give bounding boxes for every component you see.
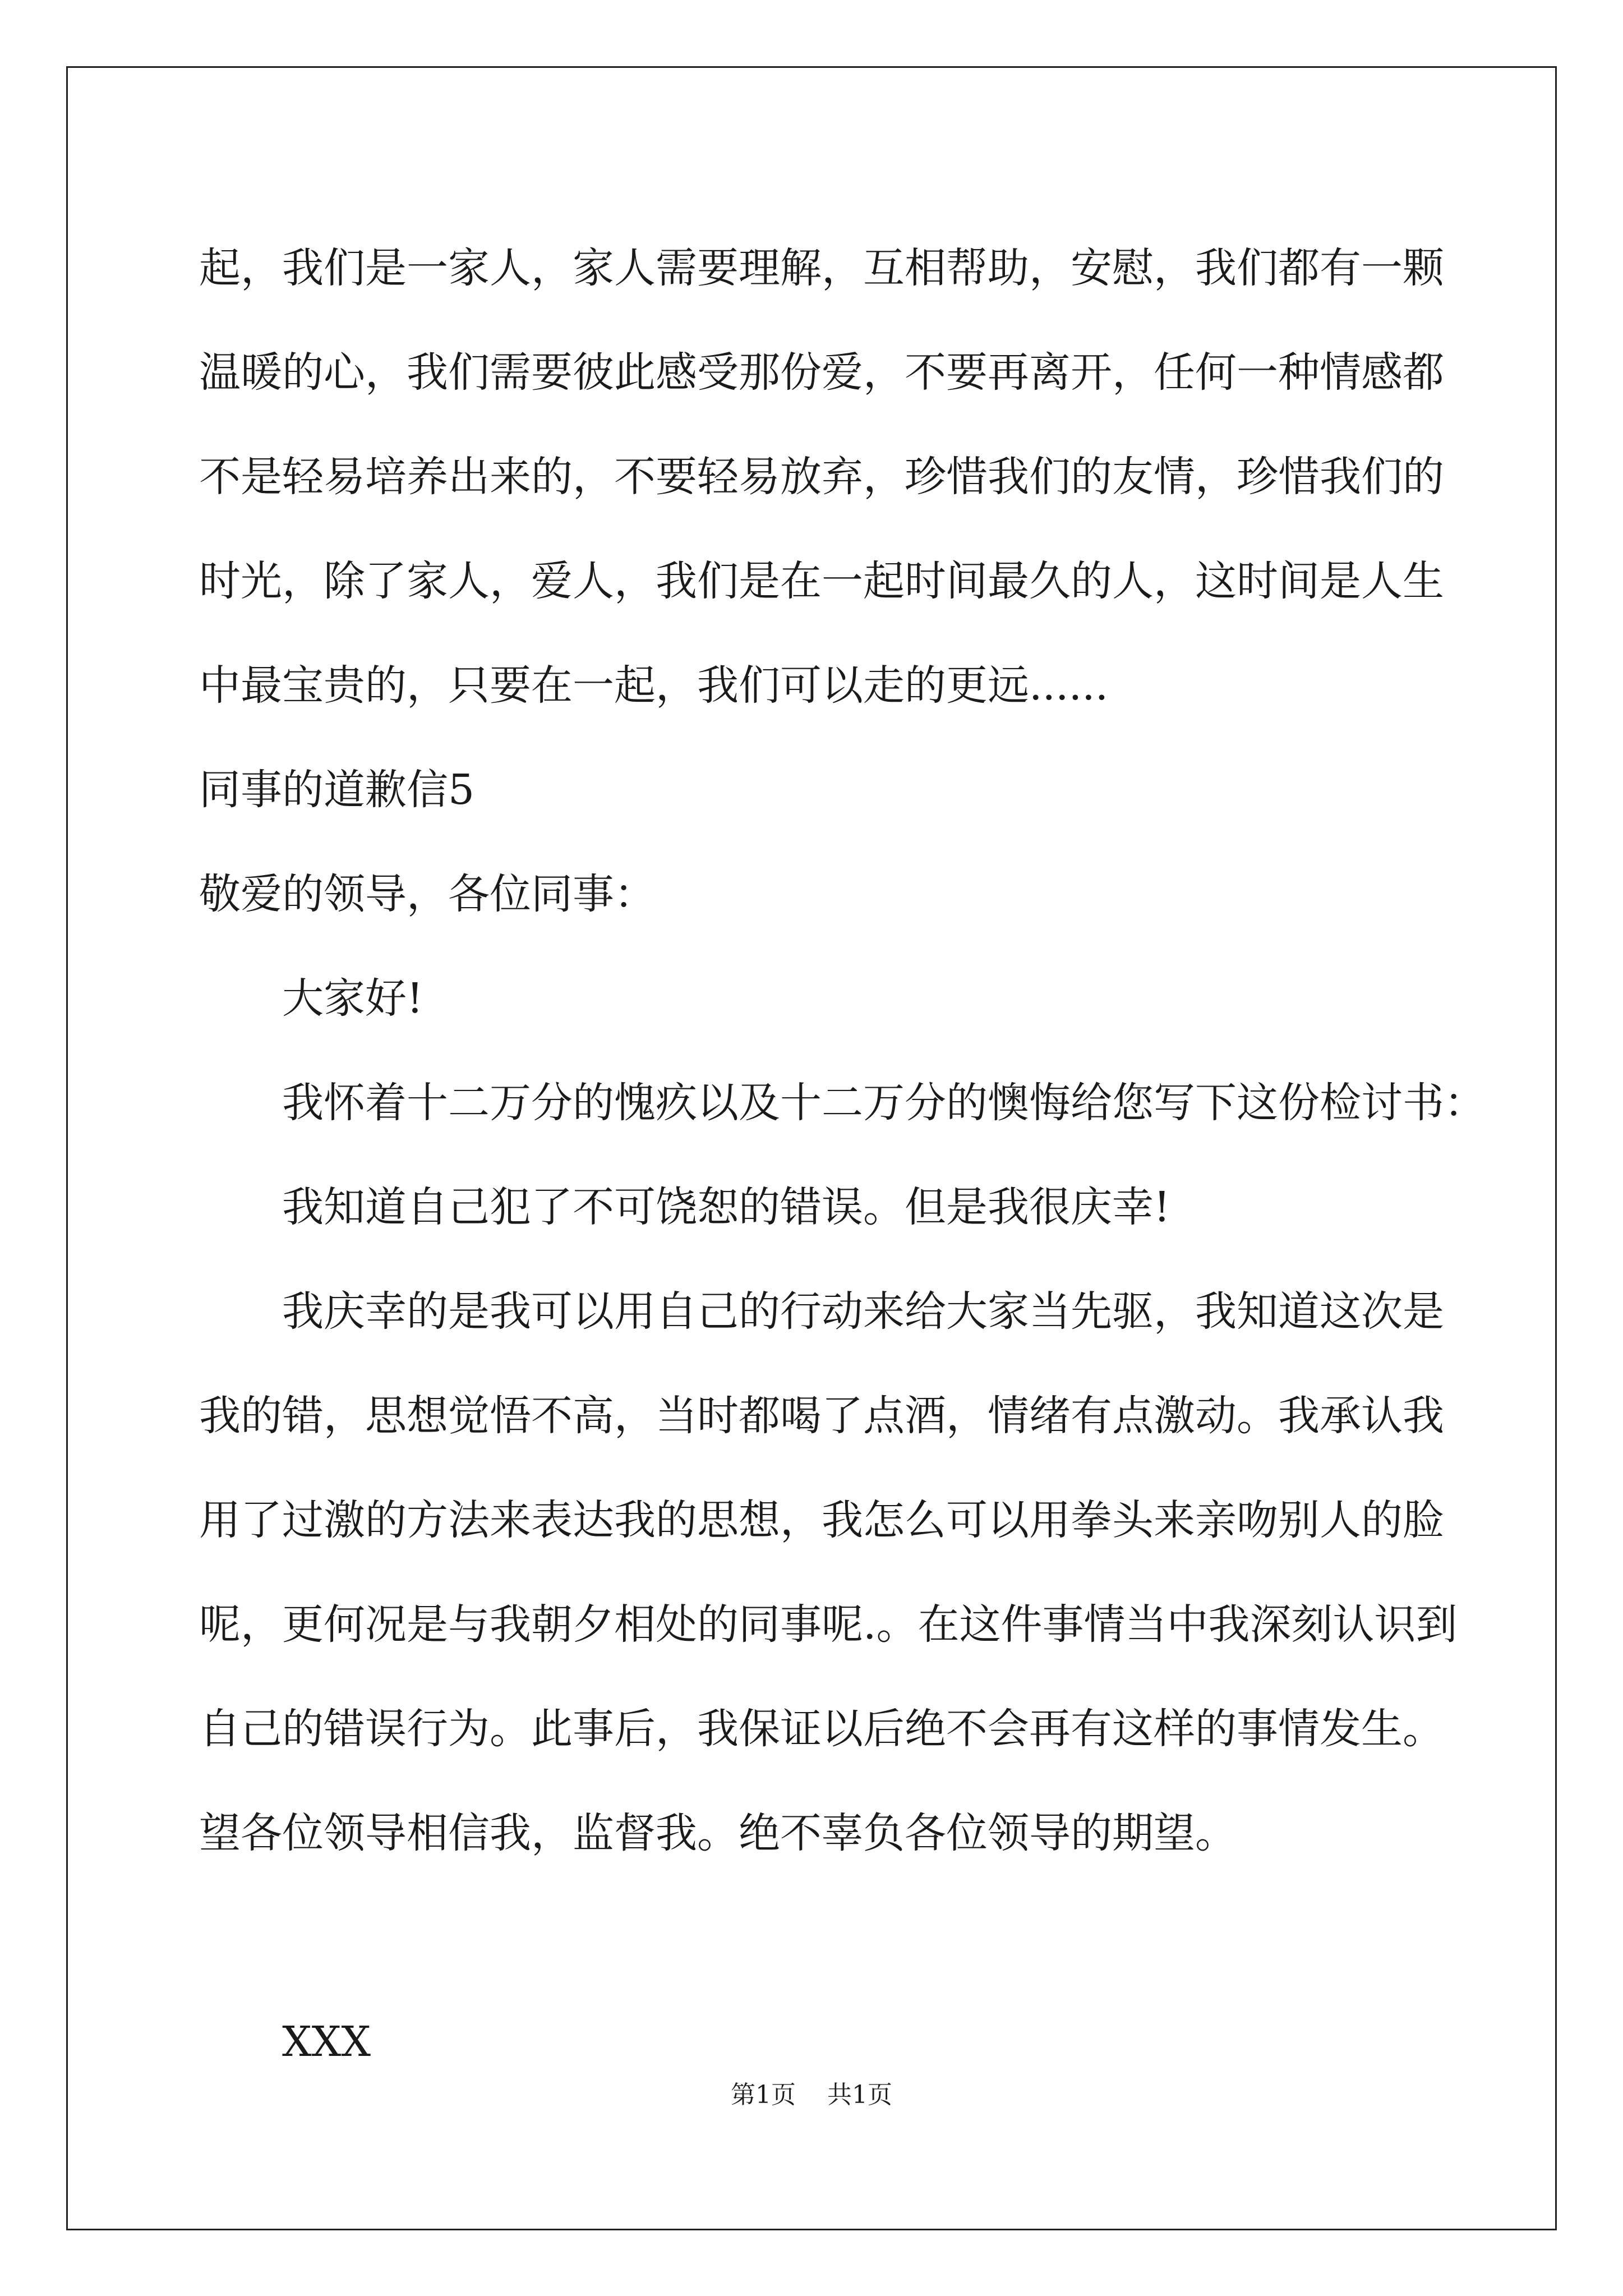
paragraph-line-2: 我知道自己犯了不可饶恕的错误。但是我很庆幸!: [282, 1183, 1170, 1231]
paragraph-line-7: 自己的错误行为。此事后，我保证以后绝不会再有这样的事情发生。: [199, 1705, 1444, 1753]
page-footer: [0, 2078, 1623, 2112]
page-number: 第1页: [731, 2081, 796, 2109]
blank-line: [199, 1885, 1433, 1990]
greeting: 大家好!: [282, 974, 423, 1023]
text-line-5: 中最宝贵的，只要在一起，我们可以走的更远......: [199, 661, 1109, 710]
salutation: 敬爱的领导，各位同事：: [199, 870, 656, 918]
paragraph-line-3: 我庆幸的是我可以用自己的行动来给大家当先驱，我知道这次是: [282, 1287, 1444, 1336]
paragraph-line-1: 我怀着十二万分的愧疚以及十二万分的懊悔给您写下这份检讨书：: [282, 1079, 1486, 1127]
page-total: 共1页: [827, 2081, 892, 2109]
section-heading: 同事的道歉信5: [199, 766, 475, 814]
text-line-1: 起，我们是一家人，家人需要理解，互相帮助，安慰，我们都有一颗: [199, 244, 1444, 292]
text-line-4: 时光，除了家人，爱人，我们是在一起时间最久的人，这时间是人生: [199, 557, 1444, 605]
paragraph-line-4: 我的错，思想觉悟不高，当时都喝了点酒，情绪有点激动。我承认我: [199, 1392, 1444, 1440]
document-body: [199, 216, 1486, 2094]
paragraph-line-8: 望各位领导相信我，监督我。绝不辜负各位领导的期望。: [199, 1809, 1237, 1857]
text-line-3: 不是轻易培养出来的，不要轻易放弃，珍惜我们的友情，珍惜我们的: [199, 453, 1444, 501]
paragraph-line-5: 用了过激的方法来表达我的思想，我怎么可以用拳头来亲吻别人的脸: [199, 1496, 1444, 1544]
text-line-2: 温暖的心，我们需要彼此感受那份爱，不要再离开，任何一种情感都: [199, 348, 1444, 397]
paragraph-line-6: 呢，更何况是与我朝夕相处的同事呢.。在这件事情当中我深刻认识到: [199, 1600, 1458, 1649]
signature: XXX: [282, 2018, 371, 2066]
